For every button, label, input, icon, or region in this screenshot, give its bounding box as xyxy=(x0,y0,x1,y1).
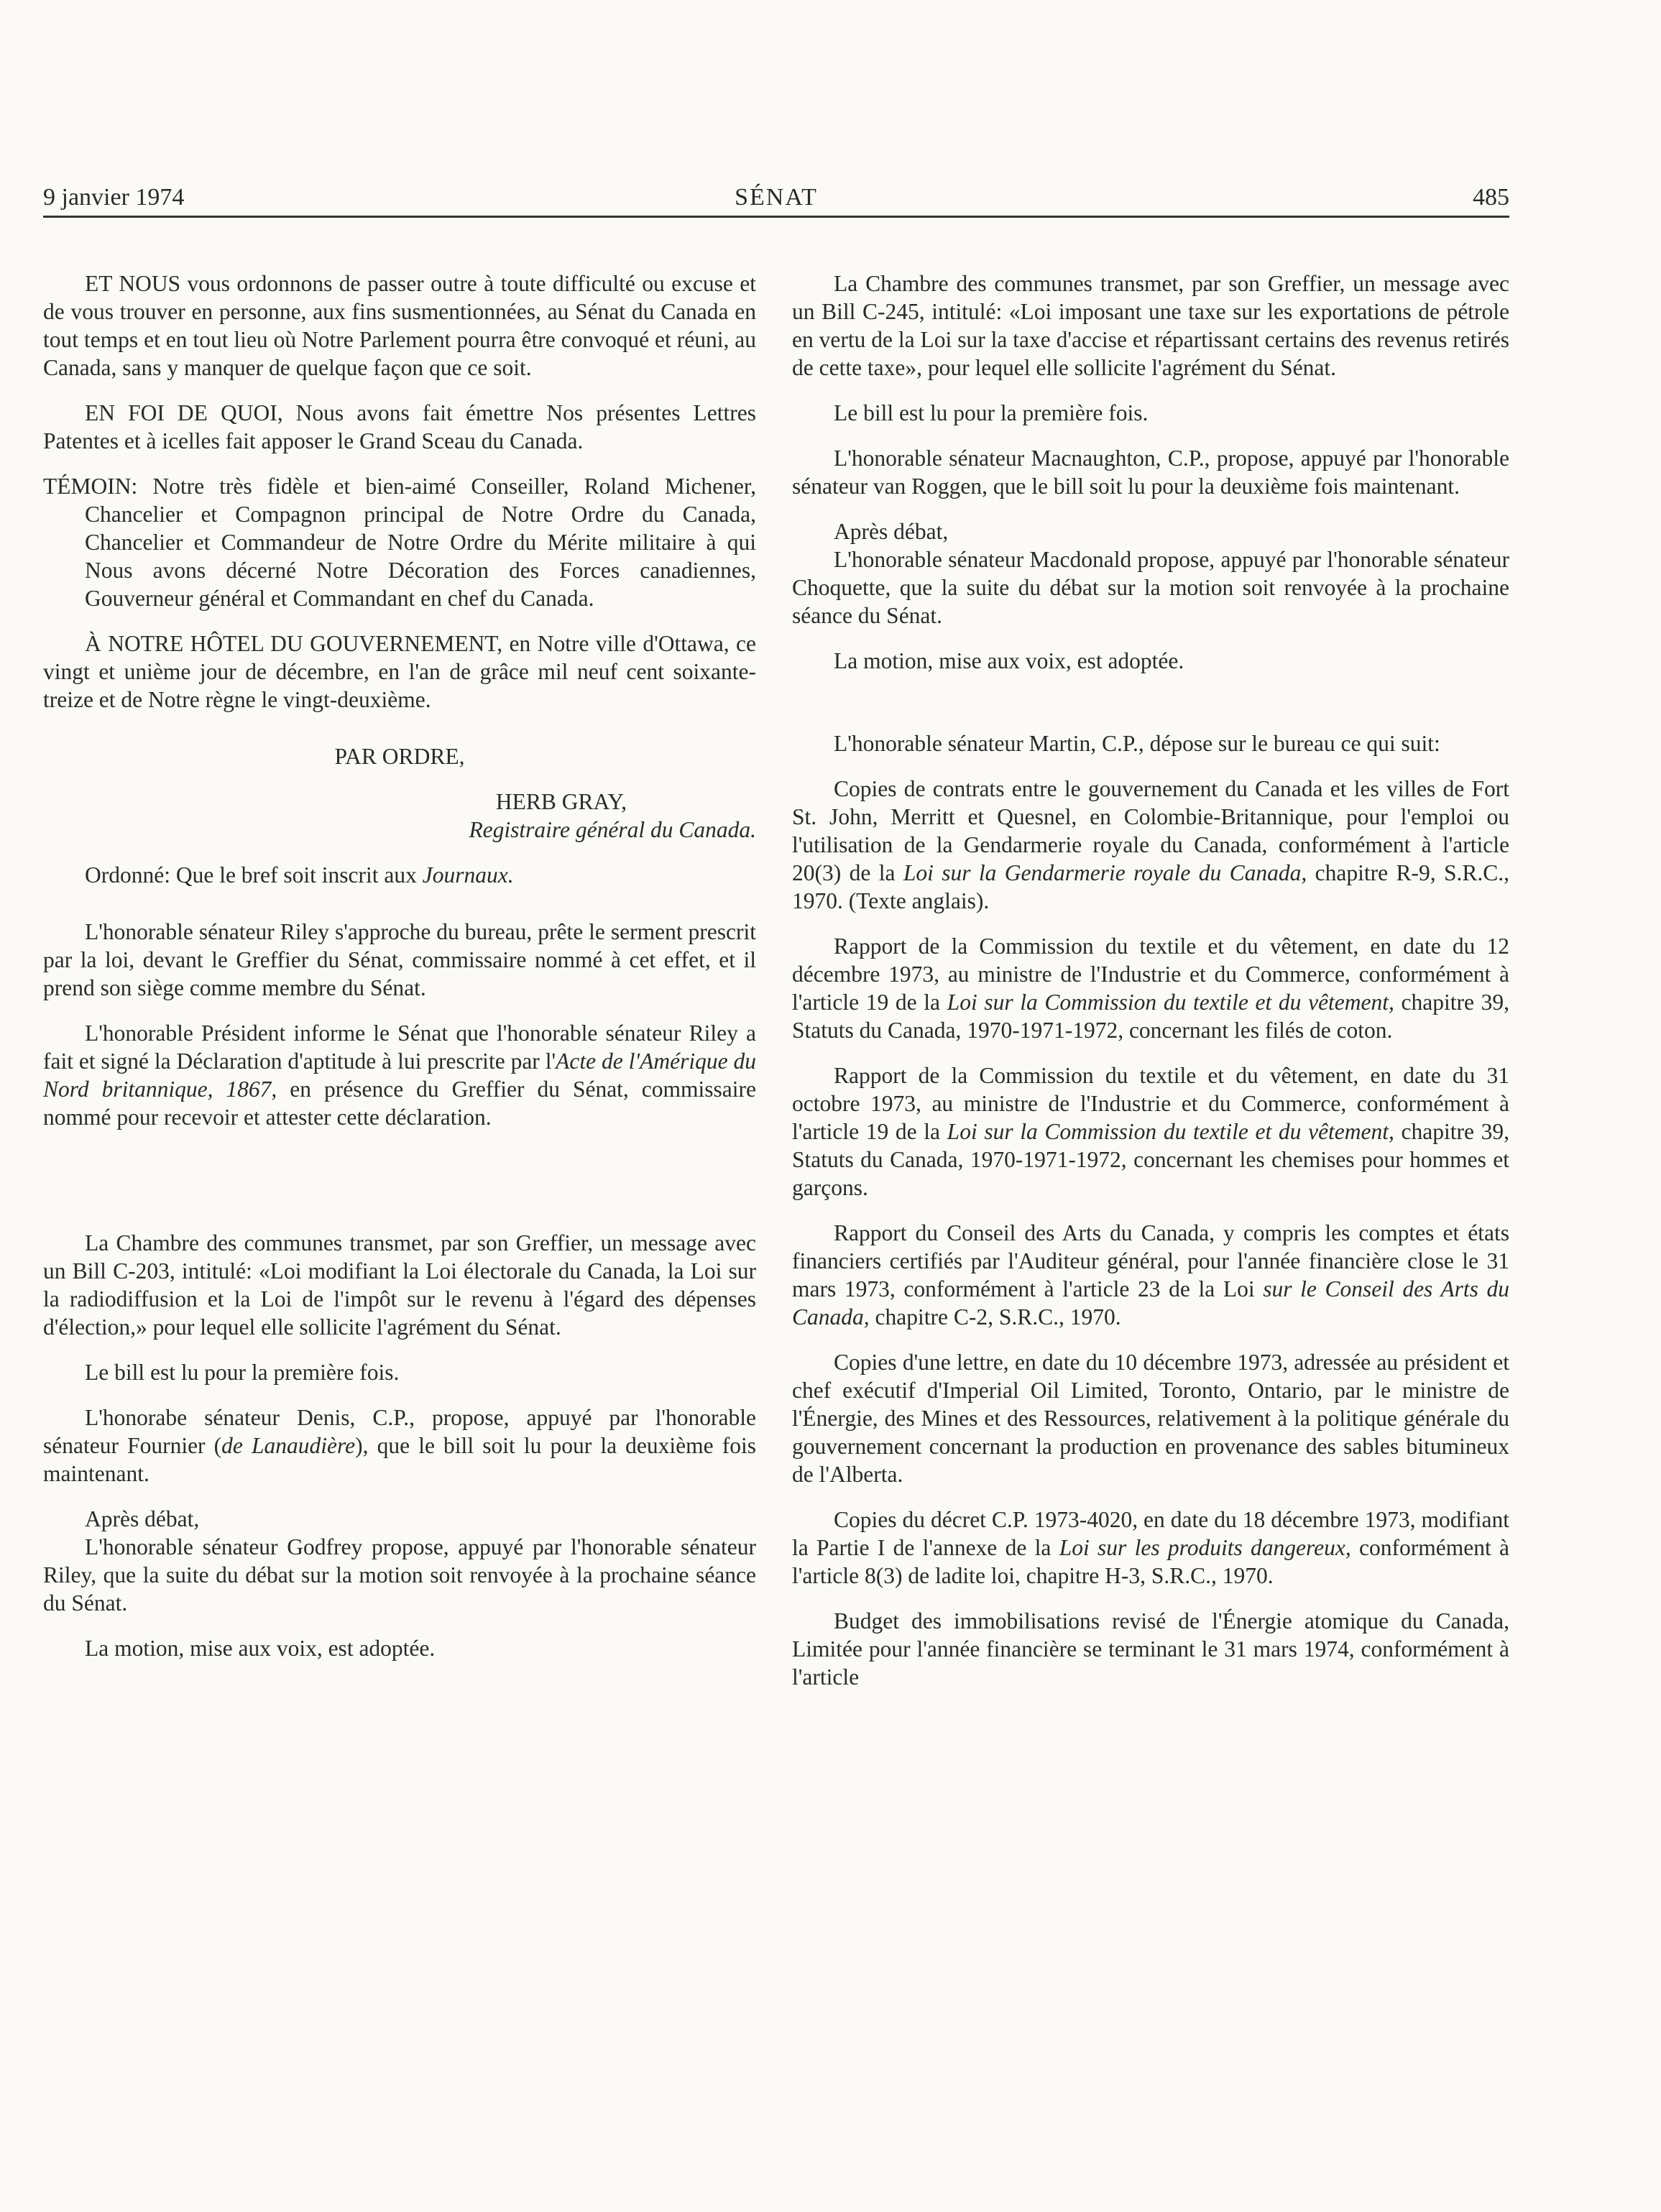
signatory-title: Registraire général du Canada. xyxy=(469,817,756,842)
paragraph: Copies du décret C.P. 1973-4020, en date du 18 décembre 1973, modifiant la Partie I de l'annexe de la Loi sur les produits dangereux, conformément à l'article 8(3) de ladite loi, chapitre H-3, S.R.C., 1970. xyxy=(792,1507,1509,1588)
paragraph: Budget des immobilisations revisé de l'Énergie atomique du Canada, Limitée pour l'année financière se terminant le 31 mars 1974, conformément à l'article xyxy=(792,1608,1509,1690)
par-ordre: PAR ORDRE, xyxy=(334,744,465,769)
paragraph: À NOTRE HÔTEL DU GOUVERNEMENT, en Notre ville d'Ottawa, ce vingt et unième jour de décembre, en l'an de grâce mil neuf cent soixante-treize et de Notre règne le vingt-deuxième. xyxy=(43,631,756,712)
paragraph: Rapport de la Commission du textile et du vêtement, en date du 12 décembre 1973, au ministre de l'Industrie et du Commerce, conformément à l'article 19 de la Loi sur la Commission du textile et du vêtement, chapitre 39, Statuts du Canada, 1970-1971-1972, concernant les filés de coton. xyxy=(792,934,1509,1043)
right-column xyxy=(792,269,1509,1708)
paragraph: La Chambre des communes transmet, par son Greffier, un message avec un Bill C-245, intitulé: «Loi imposant une taxe sur les exportations de pétrole en vertu de la Loi sur la taxe d'accise et répartissant certains des revenus retirés de cette taxe», pour lequel elle sollicite l'agrément du Sénat. xyxy=(792,271,1509,380)
paragraph: L'honorable sénateur Godfrey propose, appuyé par l'honorable sénateur Riley, que la suite du débat sur la motion soit renvoyée à la prochaine séance du Sénat. xyxy=(43,1534,756,1616)
paragraph: La motion, mise aux voix, est adoptée. xyxy=(85,1636,436,1661)
paragraph: Le bill est lu pour la première fois. xyxy=(834,400,1149,425)
paragraph: L'honorable sénateur Macnaughton, C.P., propose, appuyé par l'honorable sénateur van Roggen, que le bill soit lu pour la deuxième fois maintenant. xyxy=(792,446,1509,499)
paragraph: L'honorabe sénateur Denis, C.P., propose, appuyé par l'honorable sénateur Fournier (de Lanaudière), que le bill soit lu pour la deuxième fois maintenant. xyxy=(43,1405,756,1486)
header-date: 9 janvier 1974 xyxy=(43,184,185,211)
paragraph: La motion, mise aux voix, est adoptée. xyxy=(834,648,1184,673)
left-column xyxy=(43,269,756,1679)
paragraph: Copies d'une lettre, en date du 10 décembre 1973, adressée au président et chef exécutif d'Imperial Oil Limited, Toronto, Ontario, par le ministre de l'Énergie, des Mines et des Ressources, relativement à la politique générale du gouvernement concernant la production en provenance des sables bitumineux de l'Alberta. xyxy=(792,1350,1509,1487)
paragraph: La Chambre des communes transmet, par son Greffier, un message avec un Bill C-203, intitulé: «Loi modifiant la Loi électorale du Canada, la Loi sur la radiodiffusion et la Loi de l'impôt sur le revenu à l'égard des dépenses d'élection,» pour lequel elle sollicite l'agrément du Sénat. xyxy=(43,1230,756,1340)
paragraph-ordonne: Ordonné: Que le bref soit inscrit aux Journaux. xyxy=(85,862,514,888)
paragraph: Copies de contrats entre le gouvernement du Canada et les villes de Fort St. John, Merritt et Quesnel, en Colombie-Britannique, pour l'emploi ou l'utilisation de la Gendarmerie royale du Canada, conformément à l'article 20(3) de la Loi sur la Gendarmerie royale du Canada, chapitre R-9, S.R.C., 1970. (Texte anglais). xyxy=(792,776,1509,913)
paragraph: Après débat, xyxy=(85,1506,200,1531)
paragraph-temoin: TÉMOIN: Notre très fidèle et bien-aimé Conseiller, Roland Michener, Chancelier et Compagnon principal de Notre Ordre du Canada, Chancelier et Commandeur de Notre Ordre du Mérite militaire à qui Nous avons décerné Notre Décoration des Forces canadiennes, Gouverneur général et Commandant en chef du Canada. xyxy=(43,474,756,611)
paragraph: L'honorable sénateur Macdonald propose, appuyé par l'honorable sénateur Choquette, que la suite du débat sur la motion soit renvoyée à la prochaine séance du Sénat. xyxy=(792,547,1509,628)
paragraph: L'honorable sénateur Riley s'approche du bureau, prête le serment prescrit par la loi, devant le Greffier du Sénat, commissaire nommé à cet effet, et il prend son siège comme membre du Sénat. xyxy=(43,919,756,1000)
paragraph: Le bill est lu pour la première fois. xyxy=(85,1360,400,1385)
paragraph: L'honorable Président informe le Sénat que l'honorable sénateur Riley a fait et signé la Déclaration d'aptitude à lui prescrite par l'Acte de l'Amérique du Nord britannique, 1867, en présence du Greffier du Sénat, commissaire nommé pour recevoir et attester cette déclaration. xyxy=(43,1020,757,1130)
paragraph: L'honorable sénateur Martin, C.P., dépose sur le bureau ce qui suit: xyxy=(834,731,1440,756)
signatory-name: HERB GRAY, xyxy=(495,789,627,814)
paragraph: Rapport de la Commission du textile et du vêtement, en date du 31 octobre 1973, au ministre de l'Industrie et du Commerce, conformément à l'article 19 de la Loi sur la Commission du textile et du vêtement, chapitre 39, Statuts du Canada, 1970-1971-1972, concernant les chemises pour hommes et garçons. xyxy=(792,1063,1509,1200)
paragraph: Rapport du Conseil des Arts du Canada, y compris les comptes et états financiers certifiés par l'Auditeur général, pour l'année financière close le 31 mars 1973, conformément à l'article 23 de la Loi sur le Conseil des Arts du Canada, chapitre C-2, S.R.C., 1970. xyxy=(792,1220,1510,1329)
page-header xyxy=(43,172,1509,218)
paragraph: Après débat, xyxy=(834,519,949,544)
header-title: SÉNAT xyxy=(735,184,818,211)
page-number: 485 xyxy=(1473,184,1509,211)
paragraph: ET NOUS vous ordonnons de passer outre à toute difficulté ou excuse et de vous trouver en personne, aux fins susmentionnées, au Sénat du Canada en tout temps et en tout lieu où Notre Parlement pourra être convoqué et réuni, au Canada, sans y manquer de quelque façon que ce soit. xyxy=(43,271,756,380)
paragraph: EN FOI DE QUOI, Nous avons fait émettre Nos présentes Lettres Patentes et à icelles fait apposer le Grand Sceau du Canada. xyxy=(43,400,756,453)
